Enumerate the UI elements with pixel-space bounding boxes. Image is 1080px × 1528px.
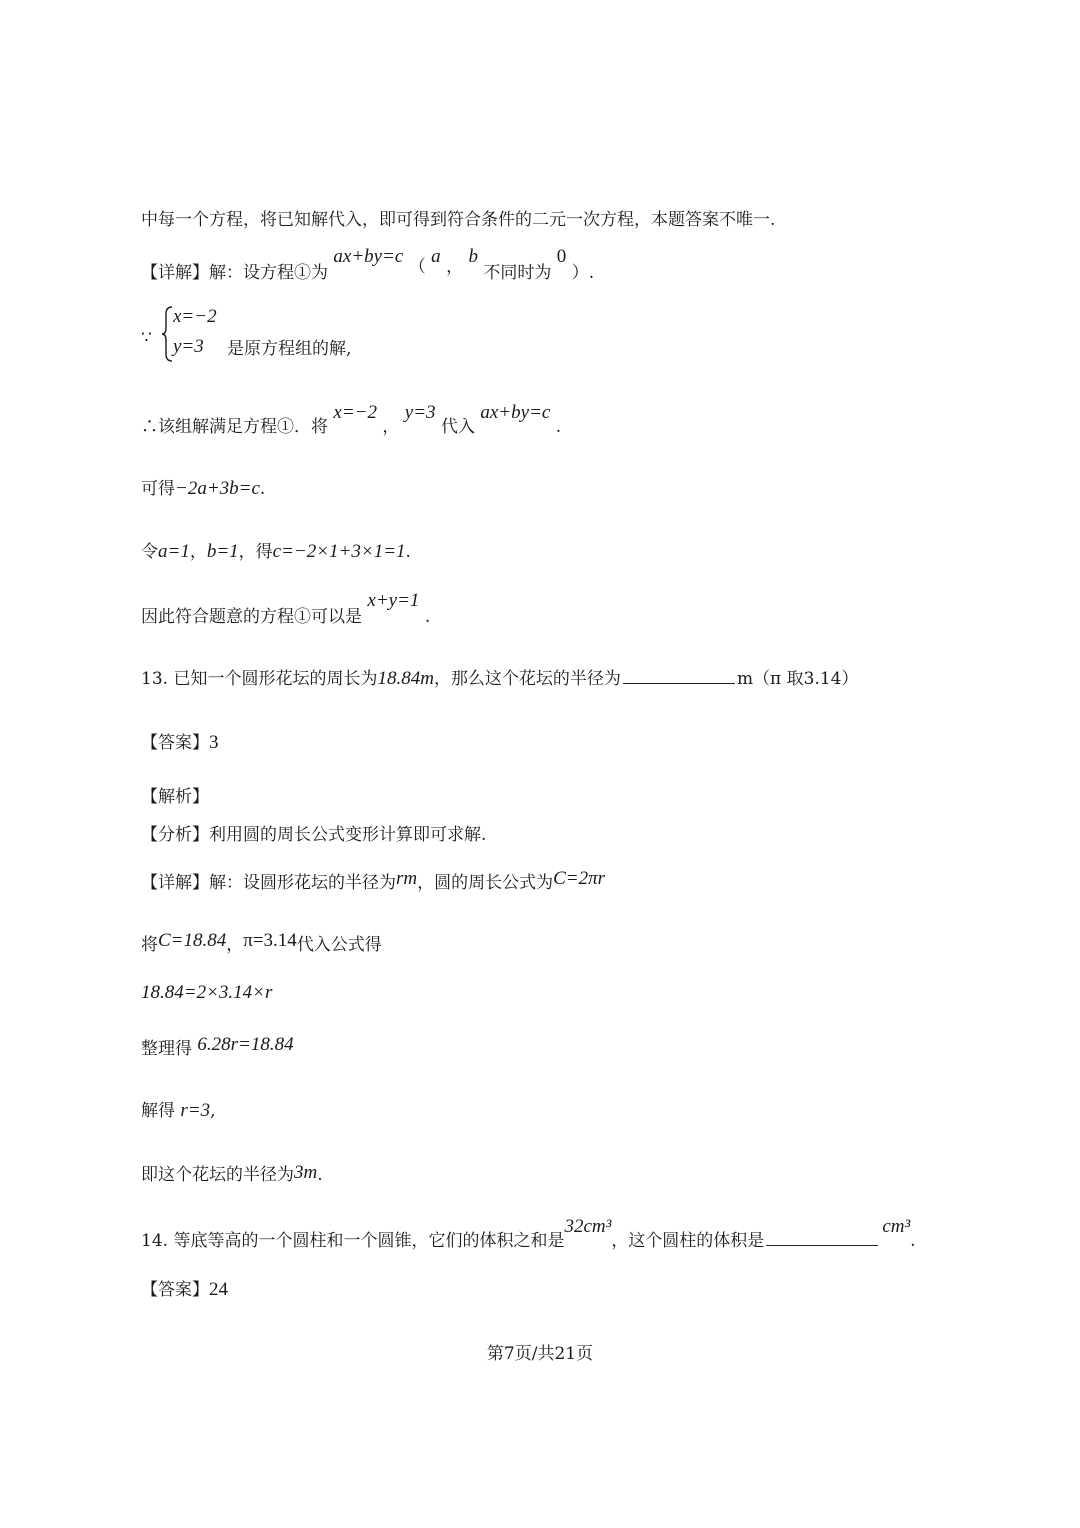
therefore-comma: ， (382, 417, 400, 437)
q14-number: 14. (141, 1231, 169, 1251)
obtain-equation: −2a+3b=c (175, 478, 260, 499)
q13-eq2 (141, 1030, 294, 1059)
q13-fenxi-text: 【分析】利用圆的周长公式变形计算即可求解. (141, 825, 487, 845)
q13-detail-r: rm (396, 868, 418, 889)
system-y-equation: y=3 (173, 336, 204, 357)
therefore-text: ∴该组解满足方程①．将 (141, 417, 328, 437)
q14-answer-blank (766, 1244, 878, 1246)
q13-eq2-label: 整理得 (141, 1039, 192, 1059)
let-label: 令 (141, 542, 158, 562)
q13-sub-c: C=18.84 (158, 930, 227, 951)
intro-text: 中每一个方程，将已知解代入，即可得到符合条件的二元一次方程，本题答案不唯一. (141, 210, 776, 230)
q13-sub-comma: ， (226, 935, 244, 955)
therefore-line (141, 402, 562, 437)
therefore-equation: ax+by=c (480, 402, 551, 423)
therefore-end: . (555, 417, 562, 437)
hence-text: 因此符合题意的方程①可以是 (141, 607, 362, 627)
q13-detail (141, 868, 605, 894)
obtain-line (141, 474, 265, 500)
q14-text-b: ，这个圆柱的体积是 (611, 1231, 765, 1251)
q13-detail-label: 【详解】解：设圆形花坛的半径为 (141, 873, 396, 893)
detail1-var-b: b (468, 246, 478, 267)
system-x-equation: x=−2 (173, 306, 217, 327)
let-get: ，得 (238, 542, 273, 562)
q13-solve (141, 1096, 216, 1122)
question-13 (141, 664, 859, 690)
q13-conclusion-text: 即这个花坛的半径为 (141, 1165, 294, 1185)
q13-conclusion (141, 1160, 323, 1186)
detail1-paren: （ (408, 257, 426, 277)
q13-solve-label: 解得 (141, 1101, 175, 1121)
hence-end: . (424, 607, 431, 627)
let-b: b=1 (206, 541, 239, 562)
q13-detail-mid: ，圆的周长公式为 (417, 873, 554, 893)
let-a: a=1 (158, 541, 190, 562)
detail1-end: ）. (571, 263, 595, 283)
detail1-zero: 0 (556, 246, 567, 267)
q13-eq2-text: 6.28r=18.84 (197, 1034, 294, 1055)
q13-answer-label: 【答案】 (141, 733, 209, 753)
intro-line (141, 205, 775, 230)
q13-answer (141, 728, 219, 754)
q13-analysis-text: 【解析】 (141, 787, 209, 807)
therefore-into: 代入 (440, 417, 475, 437)
therefore-x: x=−2 (333, 402, 377, 423)
therefore-y: y=3 (404, 402, 436, 423)
q14-text-a: 等底等高的一个圆柱和一个圆锥，它们的体积之和是 (173, 1231, 565, 1251)
obtain-label: 可得 (141, 479, 175, 499)
let-sep: ， (189, 542, 207, 562)
let-line (141, 537, 411, 563)
because-symbol: ∵ (141, 328, 152, 347)
q13-text-b: ，那么这个花坛的半径为 (433, 669, 621, 689)
detail1-var-a: a (431, 246, 441, 267)
q13-conclusion-end: . (317, 1165, 323, 1185)
q13-sub-pi: π=3.14 (243, 930, 297, 951)
q14-end: . (910, 1231, 916, 1251)
q14-value: 32cm³ (564, 1216, 612, 1237)
detail1-comma: ， (446, 257, 464, 277)
q13-sub-text: 代入公式得 (296, 935, 382, 955)
question-14 (141, 1212, 916, 1251)
q14-answer-label: 【答案】 (141, 1280, 209, 1300)
q14-unit: cm³ (882, 1216, 911, 1237)
page-footer: 第7页/共21页 (486, 1344, 594, 1364)
hence-equation: x+y=1 (367, 590, 420, 611)
q14-answer-value: 24 (209, 1279, 228, 1300)
q14-answer (141, 1275, 228, 1301)
detail1-equation: ax+by=c (333, 246, 404, 267)
q13-text-a: 已知一个圆形花坛的周长为 (173, 669, 378, 689)
let-end: . (405, 542, 411, 562)
detail1-label: 【详解】解：设方程①为 (141, 263, 328, 283)
equation-system (141, 302, 541, 366)
q13-number: 13. (141, 669, 169, 689)
q13-unit: m（π 取3.14） (736, 669, 859, 689)
q13-fenxi (141, 820, 486, 845)
q13-answer-blank (623, 682, 735, 684)
hence-line (141, 588, 431, 627)
let-equation: c=−2×1+3×1=1 (272, 541, 406, 562)
q13-solve-end: , (210, 1101, 216, 1121)
detail1-text: 不同时为 (483, 263, 552, 283)
q13-eq1 (141, 982, 272, 1004)
q13-substitute (141, 930, 382, 956)
q13-solve-eq: r=3 (180, 1100, 211, 1121)
q13-analysis-label (141, 782, 209, 807)
left-brace-icon (161, 306, 173, 362)
q13-value: 18.84m (377, 668, 434, 689)
q13-detail-formula: C=2πr (553, 868, 606, 889)
obtain-end: . (259, 479, 266, 499)
system-text: 是原方程组的解, (227, 339, 352, 359)
q13-sub-label: 将 (141, 935, 158, 955)
q13-answer-value: 3 (209, 732, 219, 753)
q13-eq1-text: 18.84=2×3.14×r (141, 982, 273, 1003)
detail1-line (141, 246, 595, 284)
q13-conclusion-value: 3m (294, 1162, 318, 1183)
